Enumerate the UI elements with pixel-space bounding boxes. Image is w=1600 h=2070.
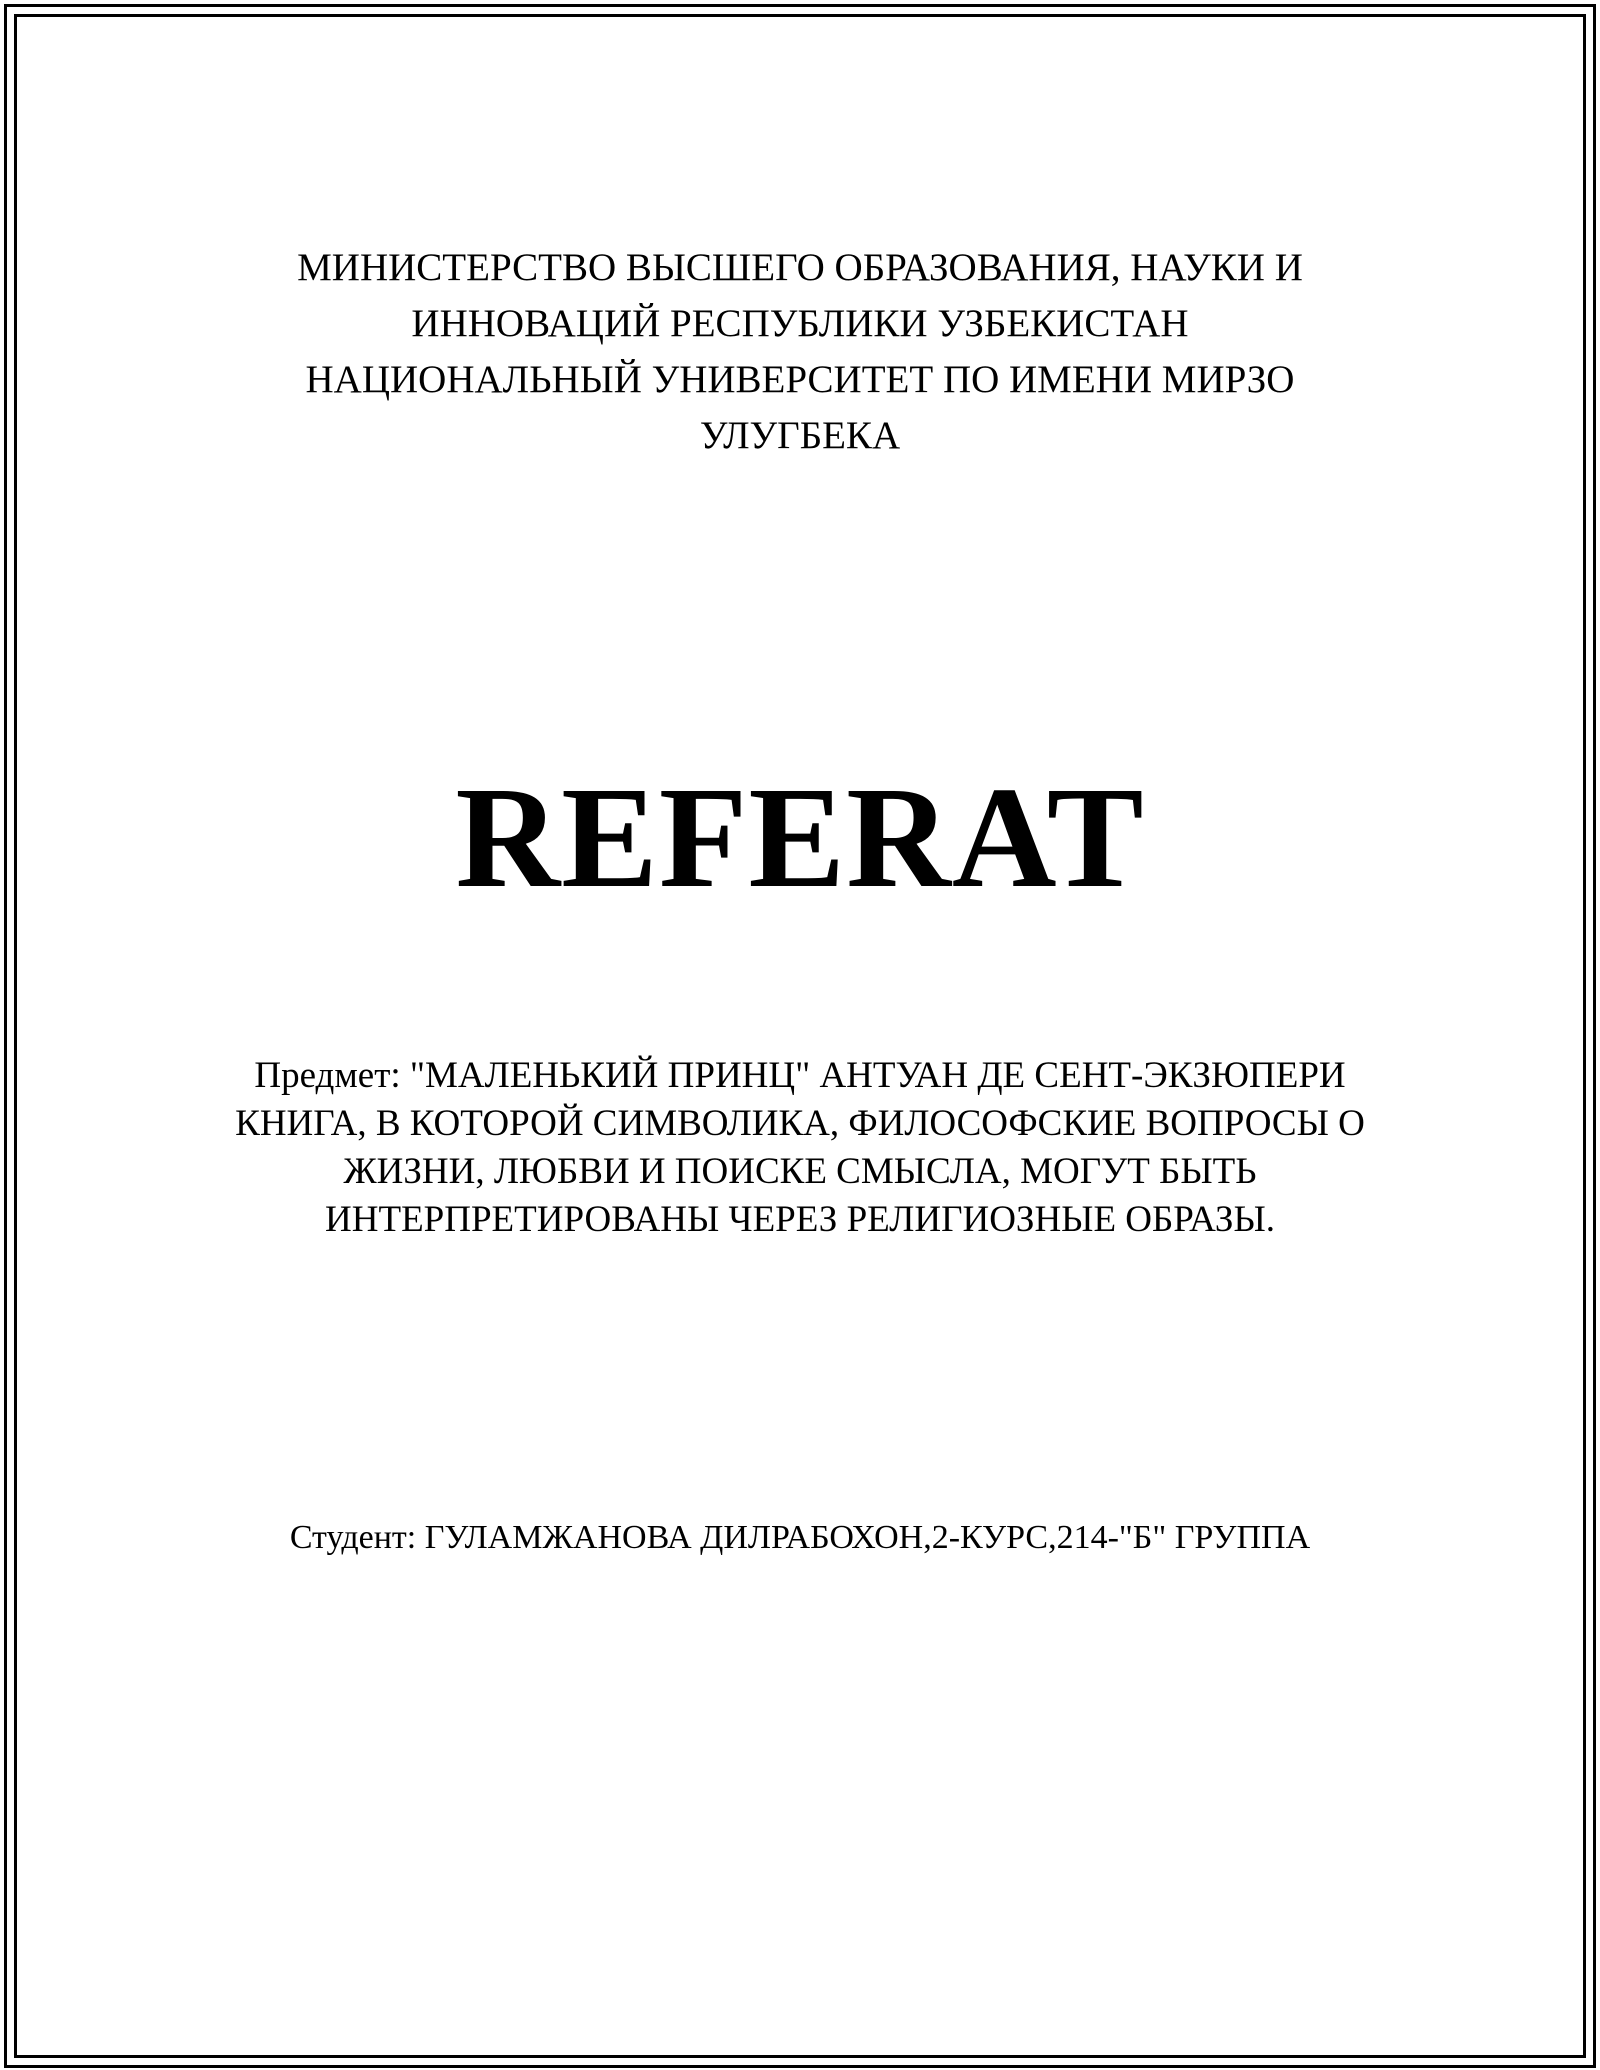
header-line-2: ИННОВАЦИЙ РЕСПУБЛИКИ УЗБЕКИСТАН: [411, 302, 1189, 345]
subject-line-3: ЖИЗНИ, ЛЮБВИ И ПОИСКЕ СМЫСЛА, МОГУТ БЫТЬ: [343, 1151, 1257, 1192]
header-line-3: НАЦИОНАЛЬНЫЙ УНИВЕРСИТЕТ ПО ИМЕНИ МИРЗО: [305, 358, 1295, 401]
subject-block: [0, 1052, 1600, 1244]
document-title: REFERAT: [455, 758, 1145, 918]
student-info: Студент: ГУЛАМЖАНОВА ДИЛРАБОХОН,2-КУРС,214-"Б" ГРУППА: [289, 1519, 1311, 1556]
header-line-4: УЛУГБЕКА: [699, 414, 901, 457]
subject-line-1: Предмет: "МАЛЕНЬКИЙ ПРИНЦ" АНТУАН ДЕ СЕНТ-ЭКЗЮПЕРИ: [254, 1055, 1346, 1096]
ministry-header: [0, 240, 1600, 464]
header-line-1: МИНИСТЕРСТВО ВЫСШЕГО ОБРАЗОВАНИЯ, НАУКИ И: [297, 246, 1303, 289]
subject-line-4: ИНТЕРПРЕТИРОВАНЫ ЧЕРЕЗ РЕЛИГИОЗНЫЕ ОБРАЗЫ.: [325, 1199, 1275, 1240]
subject-line-2: КНИГА, В КОТОРОЙ СИМВОЛИКА, ФИЛОСОФСКИЕ ВОПРОСЫ О: [235, 1103, 1365, 1144]
